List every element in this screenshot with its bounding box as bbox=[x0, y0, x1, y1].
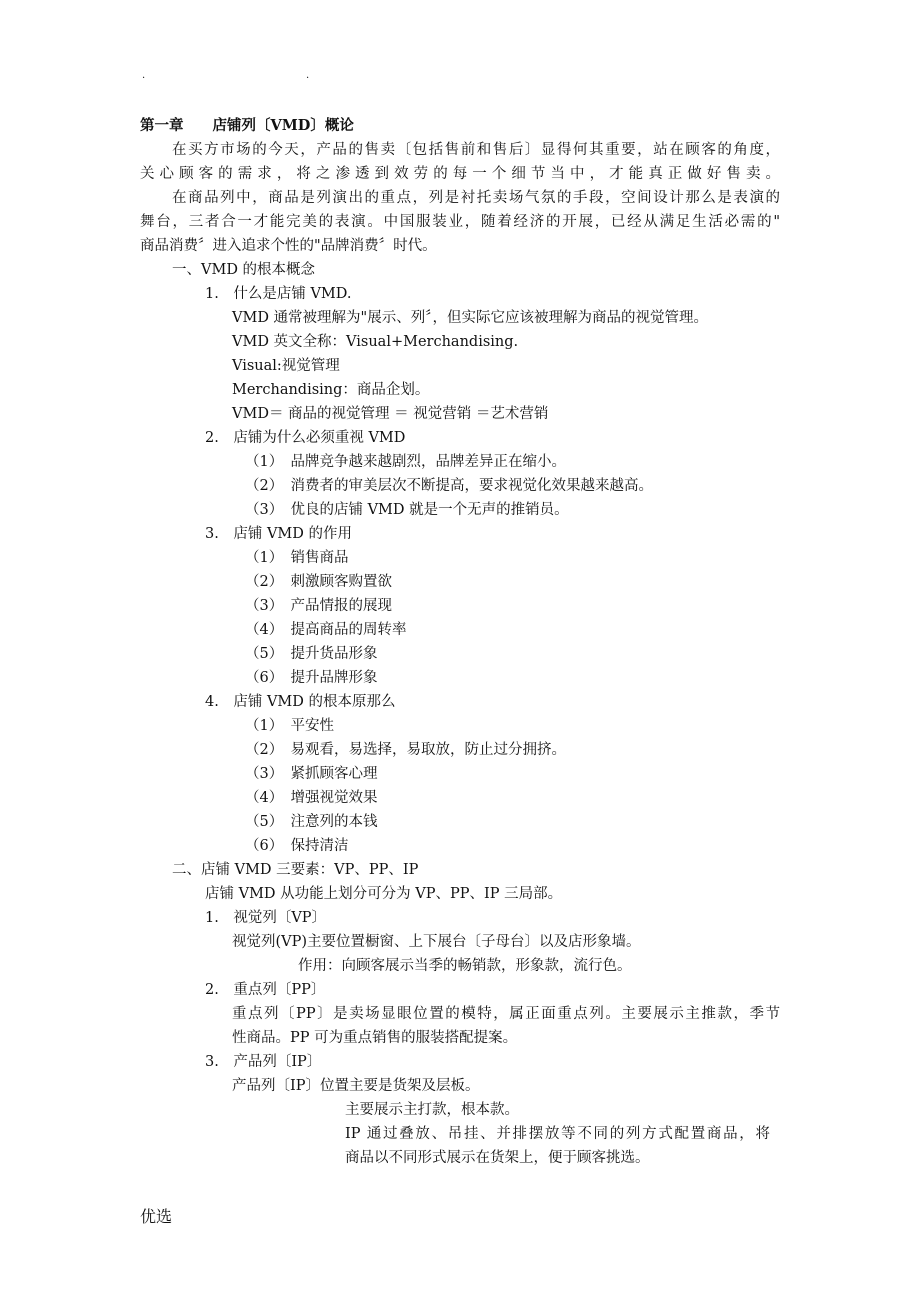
text-line: 舞台，三者合一才能完美的表演。中国服装业，随着经济的开展，已经从满足生活必需的" bbox=[140, 214, 780, 230]
text-line: （2） 消费者的审美层次不断提高，要求视觉化效果越来越高。 bbox=[245, 478, 653, 494]
text-line: 1. 什么是店铺 VMD. bbox=[205, 286, 352, 302]
text-line: 1. 视觉列〔VP〕 bbox=[205, 910, 327, 926]
text-line: 商品消费〞进入追求个性的"品牌消费〞时代。 bbox=[140, 238, 437, 254]
text-line: （3） 产品情报的展现 bbox=[245, 598, 392, 614]
text-line: 店铺 VMD 从功能上划分可分为 VP、PP、IP 三局部。 bbox=[205, 886, 563, 902]
text-line: （5） 注意列的本钱 bbox=[245, 814, 378, 830]
text-line: （1） 品牌竞争越来越剧烈，品牌差异正在缩小。 bbox=[245, 454, 566, 470]
text-line: （4） 提高商品的周转率 bbox=[245, 622, 407, 638]
text-line: IP 通过叠放、吊挂、并排摆放等不同的列方式配置商品，将 bbox=[345, 1126, 770, 1142]
text-line: 二、店铺 VMD 三要素：VP、PP、IP bbox=[172, 862, 419, 878]
text-line: （6） 保持清洁 bbox=[245, 838, 349, 854]
text-line: Visual:视觉管理 bbox=[232, 358, 340, 374]
text-line: 视觉列(VP)主要位置橱窗、上下展台〔子母台〕以及店形象墙。 bbox=[232, 934, 641, 950]
text-line: 一、VMD 的根本概念 bbox=[172, 262, 316, 278]
text-line: 在商品列中，商品是列演出的重点，列是衬托卖场气氛的手段，空间设计那么是表演的 bbox=[172, 190, 780, 206]
text-line: 主要展示主打款，根本款。 bbox=[345, 1102, 519, 1118]
text-line: 2. 店铺为什么必须重视 VMD bbox=[205, 430, 406, 446]
text-line: VMD 通常被理解为"展示、列〞，但实际它应该被理解为商品的视觉管理。 bbox=[232, 310, 708, 326]
text-line: （6） 提升品牌形象 bbox=[245, 670, 378, 686]
chapter-title: 第一章 店铺列〔VMD〕概论 bbox=[140, 117, 354, 134]
text-line: 2. 重点列〔PP〕 bbox=[205, 982, 326, 998]
text-line: 作用：向顾客展示当季的畅销款，形象款，流行色。 bbox=[298, 958, 632, 974]
text-line: （4） 增强视觉效果 bbox=[245, 790, 378, 806]
text-line: 关心顾客的需求，将之渗透到效劳的每一个细节当中，才能真正做好售卖。 bbox=[140, 166, 780, 182]
text-line: 性商品。PP 可为重点销售的服装搭配提案。 bbox=[232, 1030, 518, 1046]
text-line: （3） 优良的店铺 VMD 就是一个无声的推销员。 bbox=[245, 502, 569, 518]
text-line: 产品列〔IP〕位置主要是货架及层板。 bbox=[232, 1078, 480, 1094]
text-line: 3. 店铺 VMD 的作用 bbox=[205, 526, 352, 542]
text-line: （1） 销售商品 bbox=[245, 550, 349, 566]
text-line: （2） 易观看，易选择，易取放，防止过分拥挤。 bbox=[245, 742, 566, 758]
text-line: 在买方市场的今天，产品的售卖〔包括售前和售后〕显得何其重要，站在顾客的角度， bbox=[172, 142, 780, 158]
text-line: VMD＝ 商品的视觉管理 ＝ 视觉营销 ＝艺术营销 bbox=[232, 406, 549, 422]
text-line: 3. 产品列〔IP〕 bbox=[205, 1054, 322, 1070]
header-mark: . bbox=[142, 70, 146, 81]
text-line: VMD 英文全称：Visual+Merchandising. bbox=[232, 334, 519, 350]
text-line: Merchandising：商品企划。 bbox=[232, 382, 430, 398]
text-line: 商品以不同形式展示在货架上，便于顾客挑选。 bbox=[345, 1150, 650, 1166]
header-mark: . bbox=[306, 70, 310, 81]
text-line: （5） 提升货品形象 bbox=[245, 646, 378, 662]
text-line: （2） 刺激顾客购置欲 bbox=[245, 574, 392, 590]
page-footer: 优选 bbox=[140, 1207, 173, 1226]
text-line: （3） 紧抓顾客心理 bbox=[245, 766, 378, 782]
text-line: （1） 平安性 bbox=[245, 718, 334, 734]
text-line: 4. 店铺 VMD 的根本原那么 bbox=[205, 694, 396, 710]
text-line: 重点列〔PP〕是卖场显眼位置的模特，属正面重点列。主要展示主推款，季节 bbox=[232, 1006, 780, 1022]
